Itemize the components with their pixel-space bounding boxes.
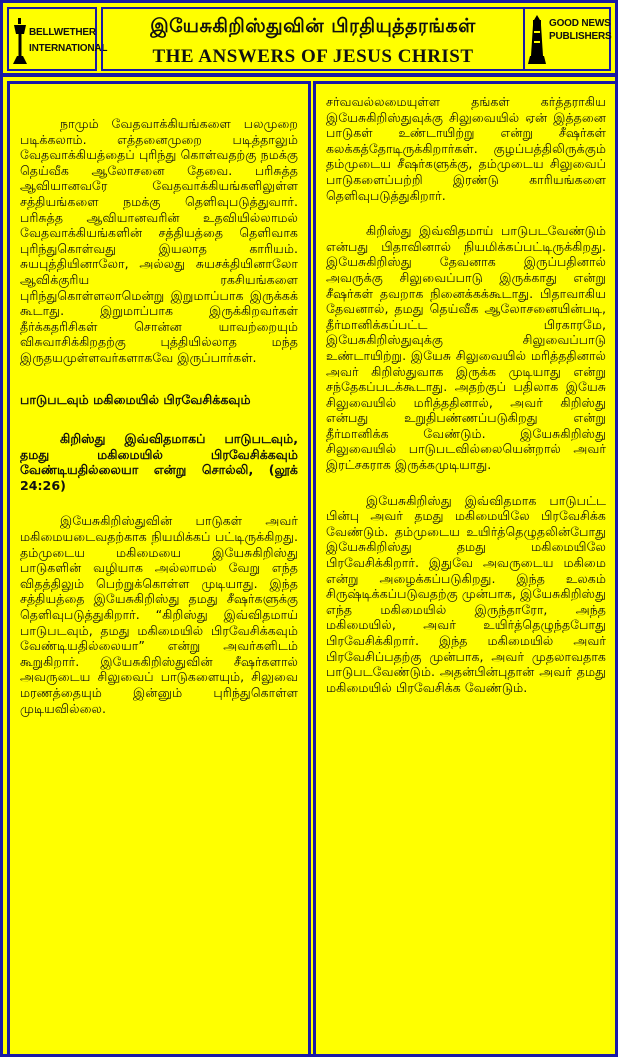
header [3,3,615,77]
right-paragraph-1: சர்வவல்லமையுள்ள தங்கள் கர்த்தராகிய இயேசுகிறிஸ்துவுக்கு சிலுவையில் ஏன் இத்தனை பாடுகள் உண்டாயிற்று என்று சீஷர்கள் கலக்கத்தோடிருக்கிறார்கள். குழப்பத்திலிருக்கும் தம்முடைய சீஷர்களுக்கு, தம்முடைய சிலுவைப் பாடுகளைப்பற்றி இரண்டு காரியங்களை தெளிவுபடுத்துகிறார். [326,94,606,203]
left-paragraph-2: இயேசுகிறிஸ்துவின் பாடுகள் அவர் மகிமையடைவதற்காக நியமிக்கப் பட்டிருக்கிறது. தம்முடைய மகிமையை இயேசுகிறிஸ்து பாடுகளின் வழியாக அல்லாமல் வேறு எந்த விதத்திலும் பெற்றுக்கொள்ள முடியாது. இந்த சத்தியத்தை இயேசுகிறிஸ்து தமது சீஷர்களுக்கு தெளிவுபடுத்துகிறார். “கிறிஸ்து இவ்விதமாய் பாடுபடவும், தமது மகிமையில் பிரவேசிக்கவும் வேண்டியதில்லையா” என்று அவர்களிடம் கூறுகிறார். இயேசுகிறிஸ்துவின் சீஷர்களால் அவருடைய சிலுவைப் பாடுகளையும், சிலுவை மரணத்தையும் இன்னும் புரிந்துகொள்ள முடியவில்லை. [20,513,298,716]
left-paragraph-1: நாமும் வேதவாக்கியங்களை பலமுறை படிக்கலாம். எத்தனைமுறை படித்தாலும் வேதவாக்கியத்தைப் புரிந்து கொள்வதற்கு நமக்கு தெய்வீக ஆலோசனை தேவை. பரிசுத்த ஆவியானவரே வேதவாக்கியங்களிலுள்ள சத்தியங்களை நமக்கு தெளிவுபடுத்துவார். பரிசுத்த ஆவியானவரின் உதவியில்லாமல் வேதவாக்கியங்களின் சத்தியத்தை தெளிவாக புரிந்துகொள்வது இயலாத காரியம். சுயபுத்தியினாலோ, அல்லது சுயசக்தியினாலோ ஆவிக்குரிய ரகசியங்களை புரிந்துகொள்ளலாமென்று இறுமாப்பாக இருக்கக் கூடாது. இறுமாப்பாக இருக்கிறவர்கள் தீர்க்கதரிசிகள் சொன்ன யாவற்றையும் விசுவாசிக்கிறதற்கு புத்தியில்லாத மந்த இருதயமுள்ளவர்களாகவே இருப்பார்கள். [20,116,298,365]
lighthouse-icon [528,14,546,66]
title-english: THE ANSWERS OF JESUS CHRIST [152,46,474,67]
title-box [101,7,525,71]
scripture-quote: கிறிஸ்து இவ்விதமாகப் பாடுபடவும், தமது மகிமையில் பிரவேசிக்கவும் வேண்டியதில்லையா என்று சொல்லி, (லூக் 24:26) [20,431,298,493]
good-news-logo [523,7,611,71]
logo-left-line2: INTERNATIONAL [29,43,108,54]
logo-right-line1: GOOD NEWS [549,18,611,29]
title-tamil: இயேசுகிறிஸ்துவின் பிரதியுத்தரங்கள் [150,15,476,37]
right-paragraph-2: கிறிஸ்து இவ்விதமாய் பாடுபடவேண்டும் என்பது பிதாவினால் நியமிக்கப்பட்டிருக்கிறது. இயேசுகிறிஸ்து தேவனாக இருப்பதினால் அவருக்கு சிலுவைப்பாடு இருக்காது என்று சீஷர்கள் தவறாக நினைக்கக்கூடாது. பிதாவாகிய தேவனால், தமது தெய்வீக ஆலோசனையின்படி, தீர்மானிக்கப்பட்ட பிரகாரமே, இயேசுகிறிஸ்துவுக்கு சிலுவைப்பாடு உண்டாயிற்று. இயேசு சிலுவையில் மரித்ததினால் அவர் கிறிஸ்துவாக இருக்க முடியாது என்று சந்தேகப்படக்கூடாது. அதற்குப் பதிலாக இயேசு சிலுவையில் மரித்ததினால், அவர் கிறிஸ்து என்பது உறுதிபண்ணப்படுகிறது என்று தீர்மானிக்க வேண்டும். இயேசுகிறிஸ்து சிலுவையில் பாடுபடவில்லையென்றால் அவர் இரட்சகராக இருக்கமுடியாது. [326,223,606,473]
section-heading: பாடுபடவும் மகிமையில் பிரவேசிக்கவும் [20,391,251,407]
logo-right-line2: PUBLISHERS [549,31,612,42]
right-column [313,81,618,1057]
logo-left-line1: BELLWETHER [29,27,96,38]
left-column [7,81,311,1057]
lamp-stand-icon [12,16,28,66]
right-paragraph-3: இயேசுகிறிஸ்து இவ்விதமாக பாடுபட்ட பின்பு அவர் தமது மகிமையிலே பிரவேசிக்க வேண்டும். தம்முடைய உயிர்த்தெழுதலின்போது இயேசுகிறிஸ்து தமது மகிமையிலே பிரவேசிக்கிறார். இதுவே அவருடைய மகிமை என்று அழைக்கப்படுகிறது. இந்த உலகம் சிருஷ்டிக்கப்படுவதற்கு முன்பாக, இயேசுகிறிஸ்து எந்த மகிமையில் இருந்தாரோ, அந்த மகிமையில், அவர் உயிர்த்தெழுந்தபோது பிரவேசிக்கிறார். இந்த மகிமையில் அவர் பிரவேசிப்பதற்கு முன்பாக, அவர் முதலாவதாக பாடுபடவேண்டும். அதன்பின்புதான் அவர் தமது மகிமையில் பிரவேசிக்க வேண்டும். [326,492,606,695]
bellwether-logo [7,7,108,71]
